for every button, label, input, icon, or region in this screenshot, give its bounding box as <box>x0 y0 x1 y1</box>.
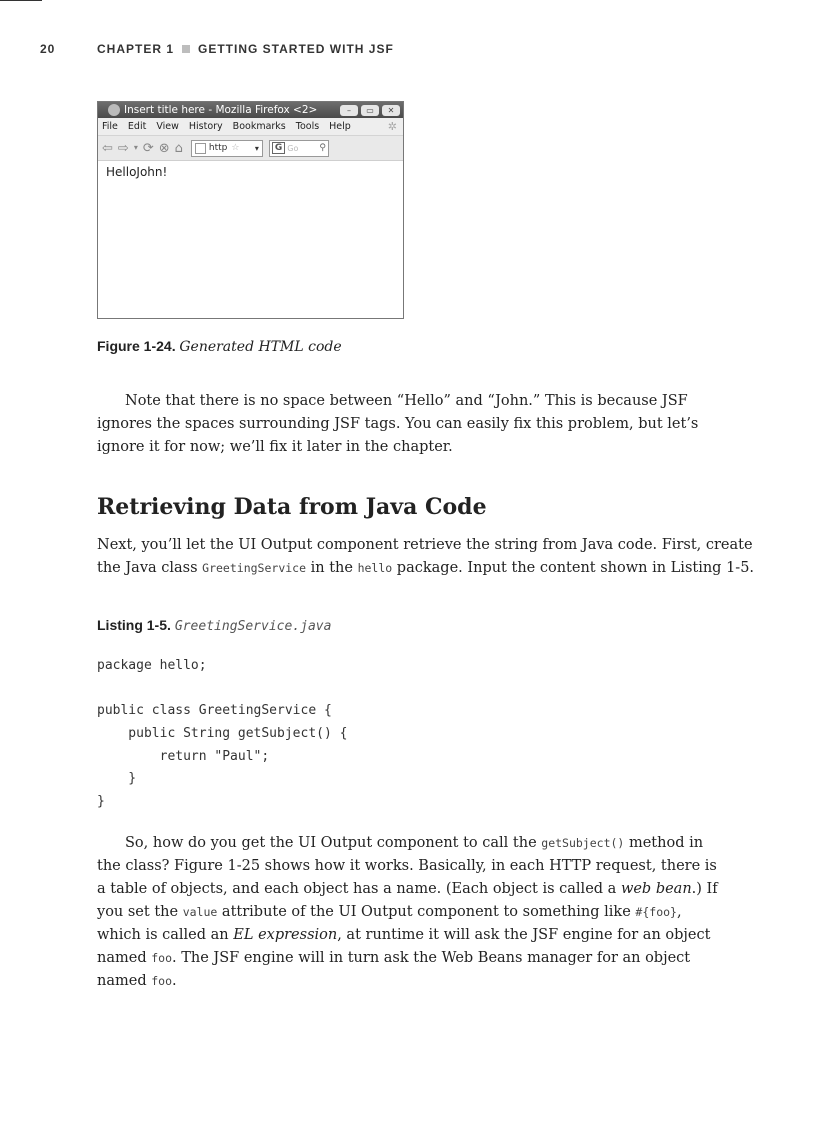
google-search-engine-icon: G <box>272 142 285 154</box>
url-dropdown-icon: ▾ <box>254 143 259 153</box>
paragraph-intro <box>97 534 757 580</box>
text-run: in the <box>306 560 358 576</box>
magnifier-icon: ⚲ <box>319 143 326 153</box>
url-bar <box>191 140 263 157</box>
listing-filename: GreetingService.java <box>174 619 332 634</box>
text-run: , at runtime it will ask the JSF engine for an object named <box>97 927 711 966</box>
paragraph-note <box>97 390 737 459</box>
menu-bookmarks: Bookmarks <box>232 121 286 132</box>
firefox-window-figure <box>97 101 404 319</box>
top-rule <box>0 0 42 1</box>
bookmark-star-icon: ☆ <box>231 143 240 153</box>
menu-help: Help <box>329 121 351 132</box>
menu-history: History <box>188 121 223 132</box>
section-heading: Retrieving Data from Java Code <box>97 494 487 520</box>
figure-caption <box>97 338 342 356</box>
search-bar <box>269 140 329 157</box>
text-run: Next, you’ll let the UI Output component retrieve the string from Java code. First, create the Java class <box>97 537 753 576</box>
chapter-label: CHAPTER 1 <box>97 42 175 56</box>
text-run: method in the class? Figure 1-25 shows how it works. Basically, in each HTTP request, there is a table of objects, and each object has a name. (Each object is called a <box>97 835 717 897</box>
inline-code: value <box>182 905 218 919</box>
inline-code: #{foo} <box>635 905 677 919</box>
menu-edit: Edit <box>127 121 147 132</box>
paragraph-note-text: Note that there is no space between “Hello” and “John.” This is because JSF ignores the spaces surrounding JSF tags. You can easily fix this problem, but let’s ignore it for now; we’ll fix it later in the chapter. <box>97 393 699 455</box>
text-run: .) If you set the <box>97 881 718 920</box>
code-line <box>97 678 347 701</box>
search-go-text: Go <box>287 143 299 153</box>
inline-code: GreetingService <box>202 561 307 575</box>
code-line: } <box>97 771 137 787</box>
inline-code: hello <box>357 561 393 575</box>
menu-file: File <box>102 121 118 132</box>
page-content-text: HelloJohn! <box>106 165 168 179</box>
emphasis: EL expression <box>233 927 338 943</box>
favicon-icon <box>195 143 206 154</box>
minimize-icon: – <box>340 105 358 116</box>
url-text: http <box>208 143 228 153</box>
code-line: public class GreetingService { <box>97 703 332 719</box>
code-line: return "Paul"; <box>97 748 270 764</box>
home-icon: ⌂ <box>174 140 183 156</box>
chapter-title: GETTING STARTED WITH JSF <box>198 42 394 56</box>
separator-square-icon <box>182 45 190 53</box>
inline-code: foo <box>151 951 172 965</box>
navigation-toolbar <box>98 136 403 161</box>
emphasis: web bean <box>620 881 692 897</box>
text-run: . The JSF engine will in turn ask the Web Beans manager for an object named <box>97 950 691 989</box>
inline-code: foo <box>151 974 172 988</box>
listing-caption <box>97 617 331 635</box>
code-listing <box>97 655 347 814</box>
figure-caption-label: Figure 1-24. <box>97 338 176 354</box>
paragraph-explanation <box>97 832 727 993</box>
inline-code: getSubject() <box>541 836 625 850</box>
text-run: So, how do you get the UI Output component to call the <box>125 835 542 851</box>
firefox-icon <box>108 104 120 116</box>
maximize-icon: ▭ <box>361 105 379 116</box>
stop-icon: ⊗ <box>158 140 170 156</box>
code-line: package hello; <box>97 658 207 673</box>
close-icon: ✕ <box>382 105 400 116</box>
menu-bar <box>98 118 403 136</box>
text-run: attribute of the UI Output component to something like <box>217 904 636 920</box>
menu-tools: Tools <box>295 121 320 132</box>
text-run: , which is called an <box>97 904 682 943</box>
text-run: . <box>172 973 177 989</box>
back-arrow-icon: ⇦ <box>102 140 113 156</box>
listing-label: Listing 1-5. <box>97 617 171 633</box>
history-dropdown-icon: ▾ <box>133 143 138 152</box>
code-line: } <box>97 794 105 810</box>
running-head <box>40 42 394 56</box>
throbber-icon: ✲ <box>387 120 397 133</box>
window-title: Insert title here - Mozilla Firefox <2> <box>124 104 318 116</box>
menu-view: View <box>156 121 179 132</box>
figure-caption-text: Generated HTML code <box>179 339 342 355</box>
page-number: 20 <box>40 42 56 56</box>
reload-icon: ⟳ <box>142 140 154 156</box>
text-run: package. Input the content shown in Listing 1-5. <box>392 560 755 576</box>
code-line: public String getSubject() { <box>97 726 348 742</box>
forward-arrow-icon: ⇨ <box>117 140 129 156</box>
window-titlebar <box>98 102 403 118</box>
